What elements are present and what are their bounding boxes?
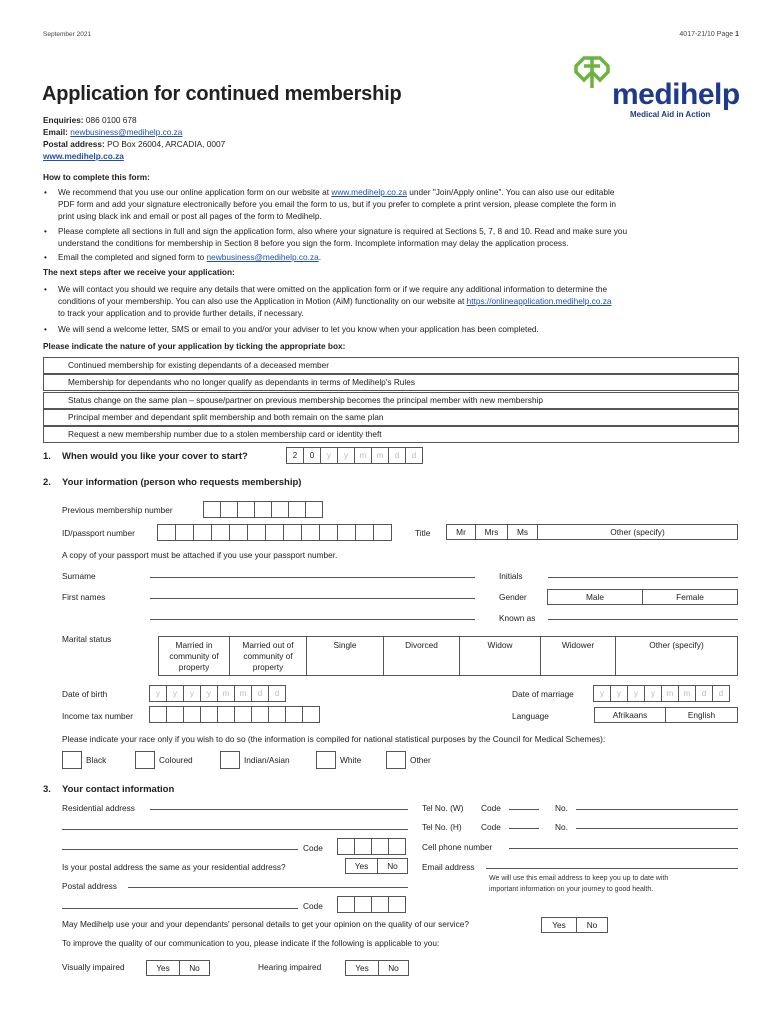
race-note: Please indicate your race only if you wish to do so (the information is compiled for national statistical purposes by the Council for Medical Schemes): <box>62 734 606 744</box>
race-checkbox[interactable] <box>62 751 82 769</box>
digit-cell[interactable]: d <box>388 447 406 464</box>
race-label: Indian/Asian <box>244 755 290 765</box>
cell-field[interactable] <box>509 848 738 849</box>
website-link[interactable]: www.medihelp.co.za <box>43 151 124 161</box>
language-label: Language <box>512 711 549 721</box>
dob-input[interactable] <box>150 685 286 702</box>
race-label: White <box>340 755 362 765</box>
hearing-label: Hearing impaired <box>258 962 322 972</box>
digit-cell[interactable] <box>251 706 269 723</box>
tel-h-code-label: Code <box>481 822 501 832</box>
digit-cell[interactable] <box>302 706 320 723</box>
gender-label: Gender <box>499 592 527 602</box>
gender-female-option[interactable]: Female <box>642 589 738 605</box>
digit-cell[interactable] <box>271 501 289 518</box>
digit-cell[interactable] <box>254 501 272 518</box>
nature-checkbox[interactable] <box>43 426 62 443</box>
contact-block: Enquiries: 086 0100 678 Email: newbusiness@medihelp.co.za Postal address: PO Box 26004, ARCADIA, 0007 www.medihelp.co.za <box>43 115 226 161</box>
section-3-number: 3. <box>43 784 51 795</box>
email-label: Email address <box>422 862 475 872</box>
section-1-label: When would you like your cover to start? <box>62 451 248 462</box>
digit-cell[interactable] <box>319 524 338 541</box>
race-label: Coloured <box>159 755 193 765</box>
nature-heading: Please indicate the nature of your application by ticking the appropriate box: <box>43 341 346 351</box>
language-afrikaans-option[interactable]: Afrikaans <box>594 707 666 723</box>
digit-cell[interactable]: y <box>183 685 201 702</box>
nature-checkbox[interactable] <box>43 374 62 391</box>
digit-cell[interactable] <box>305 501 323 518</box>
medihelp-logo-icon <box>570 54 614 92</box>
race-checkbox[interactable] <box>220 751 240 769</box>
race-checkbox[interactable] <box>386 751 406 769</box>
digit-cell[interactable] <box>220 501 238 518</box>
hearing-yes[interactable]: Yes <box>345 960 379 976</box>
visual-no[interactable]: No <box>179 960 210 976</box>
tel-w-code-label: Code <box>481 803 501 813</box>
residential-field-3[interactable] <box>62 849 298 850</box>
nature-checkbox[interactable] <box>43 392 62 409</box>
digit-cell[interactable]: d <box>712 685 730 702</box>
same-address-no[interactable]: No <box>377 858 408 874</box>
digit-cell[interactable]: m <box>661 685 679 702</box>
email-note: We will use this email address to keep you up to date with important information on your journey to good health. <box>489 875 669 893</box>
digit-cell[interactable] <box>265 524 284 541</box>
marital-label: Marital status <box>62 634 112 644</box>
digit-cell[interactable]: y <box>627 685 645 702</box>
tel-w-code-field[interactable] <box>509 809 539 810</box>
digit-cell[interactable]: m <box>234 685 252 702</box>
nature-option-label: Request a new membership number due to a stolen membership card or identity theft <box>68 429 382 440</box>
known-as-field[interactable] <box>548 619 738 620</box>
digit-cell[interactable] <box>373 524 392 541</box>
residential-field-2[interactable] <box>62 829 408 830</box>
postal-code-label: Code <box>303 901 323 911</box>
tax-number-input[interactable] <box>150 706 320 723</box>
tel-h-no-field[interactable] <box>576 828 738 829</box>
digit-cell[interactable]: y <box>320 447 338 464</box>
hearing-no[interactable]: No <box>378 960 409 976</box>
title-option[interactable]: Other (specify) <box>537 524 738 540</box>
howto-heading: How to complete this form: <box>43 172 150 182</box>
marital-option[interactable]: Single <box>306 636 384 676</box>
digit-cell[interactable] <box>229 524 248 541</box>
prev-membership-label: Previous membership number <box>62 505 173 515</box>
title-option[interactable]: Ms <box>507 524 538 540</box>
digit-cell[interactable]: 2 <box>286 447 304 464</box>
initials-label: Initials <box>499 571 523 581</box>
digit-cell[interactable]: m <box>354 447 372 464</box>
title-label: Title <box>415 528 431 538</box>
digit-cell[interactable] <box>371 896 389 913</box>
document-date: September 2021 <box>43 31 92 38</box>
email-link[interactable]: newbusiness@medihelp.co.za <box>70 127 183 137</box>
dob-label: Date of birth <box>62 689 108 699</box>
first-names-field-2[interactable] <box>150 619 475 620</box>
title-option[interactable]: Mr <box>446 524 476 540</box>
consent-question: May Medihelp use your and your dependants' personal details to get your opinion on the quality of our service? <box>62 919 470 929</box>
postal-code-input[interactable] <box>338 896 406 913</box>
digit-cell[interactable] <box>200 706 218 723</box>
cover-start-date-input[interactable] <box>287 447 423 464</box>
digit-cell[interactable] <box>149 706 167 723</box>
tel-h-label: Tel No. (H) <box>422 822 462 832</box>
digit-cell[interactable] <box>371 838 389 855</box>
section-3-label: Your contact information <box>62 784 175 795</box>
digit-cell[interactable]: d <box>268 685 286 702</box>
digit-cell[interactable] <box>175 524 194 541</box>
next-heading: The next steps after we receive your application: <box>43 267 235 277</box>
digit-cell[interactable] <box>157 524 176 541</box>
cell-label: Cell phone number <box>422 842 493 852</box>
digit-cell[interactable]: d <box>405 447 423 464</box>
id-number-input[interactable] <box>158 524 392 541</box>
tel-h-code-field[interactable] <box>509 828 539 829</box>
digit-cell[interactable] <box>354 838 372 855</box>
nature-checkbox[interactable] <box>43 409 62 426</box>
aim-link[interactable]: https://onlineapplication.medihelp.co.za <box>466 296 612 306</box>
website-link[interactable]: www.medihelp.co.za <box>331 187 407 197</box>
digit-cell[interactable]: y <box>200 685 218 702</box>
digit-cell[interactable] <box>388 896 406 913</box>
race-checkbox[interactable] <box>316 751 336 769</box>
marital-option[interactable]: Widower <box>540 636 616 676</box>
tel-h-no-label: No. <box>555 822 568 832</box>
marital-option[interactable]: Other (specify) <box>615 636 738 676</box>
howto-bullet-2: • Please complete all sections in full and sign the application form, also where your signature is required at Sections 5, 7, 8 and 10. Read and make sure you understand the conditions for membership in Section 8 before you sign the form. Incomplete information may delay the application process. <box>58 225 738 249</box>
race-label: Black <box>86 755 107 765</box>
digit-cell[interactable] <box>268 706 286 723</box>
race-label: Other <box>410 755 431 765</box>
nature-checkbox[interactable] <box>43 357 62 374</box>
digit-cell[interactable] <box>288 501 306 518</box>
marital-option[interactable]: Divorced <box>383 636 460 676</box>
digit-cell[interactable]: y <box>610 685 628 702</box>
residential-code-input[interactable] <box>338 838 406 855</box>
digit-cell[interactable] <box>237 501 255 518</box>
howto-bullet-3: • Email the completed and signed form to newbusiness@medihelp.co.za. <box>58 251 321 263</box>
residential-field-1[interactable] <box>150 809 408 810</box>
email-field[interactable] <box>486 868 738 869</box>
nature-option-label: Principal member and dependant split membership and both remain on the same plan <box>68 411 384 422</box>
digit-cell[interactable] <box>183 706 201 723</box>
brand-tagline: Medical Aid in Action <box>630 110 711 119</box>
digit-cell[interactable] <box>203 501 221 518</box>
digit-cell[interactable] <box>193 524 212 541</box>
residential-label: Residential address <box>62 803 135 813</box>
digit-cell[interactable] <box>337 896 355 913</box>
nature-option-label: Membership for dependants who no longer qualify as dependants in terms of Medihelp's Rules <box>68 377 416 388</box>
page-ref: 4017-21/10 Page 1 <box>679 31 739 38</box>
prev-membership-input[interactable] <box>204 501 323 518</box>
digit-cell[interactable] <box>283 524 302 541</box>
marital-option[interactable]: Married in community of property <box>158 636 230 676</box>
same-address-yes[interactable]: Yes <box>345 858 378 874</box>
first-names-field[interactable] <box>150 598 475 599</box>
tel-w-no-label: No. <box>555 803 568 813</box>
postal-field-2[interactable] <box>62 908 298 909</box>
digit-cell[interactable]: 0 <box>303 447 321 464</box>
digit-cell[interactable]: y <box>337 447 355 464</box>
digit-cell[interactable]: y <box>593 685 611 702</box>
gender-male-option[interactable]: Male <box>547 589 643 605</box>
digit-cell[interactable]: m <box>678 685 696 702</box>
language-english-option[interactable]: English <box>665 707 738 723</box>
section-1-number: 1. <box>43 451 51 462</box>
digit-cell[interactable] <box>217 706 235 723</box>
brand-name: medihelp <box>612 78 740 111</box>
visual-label: Visually impaired <box>62 962 125 972</box>
email-link[interactable]: newbusiness@medihelp.co.za <box>206 252 319 262</box>
digit-cell[interactable] <box>355 524 374 541</box>
consent-no[interactable]: No <box>576 917 608 933</box>
digit-cell[interactable] <box>388 838 406 855</box>
digit-cell[interactable]: m <box>217 685 235 702</box>
digit-cell[interactable]: d <box>695 685 713 702</box>
tel-w-label: Tel No. (W) <box>422 803 464 813</box>
same-address-question: Is your postal address the same as your residential address? <box>62 862 286 872</box>
postal-label: Postal address <box>62 881 117 891</box>
surname-label: Surname <box>62 571 96 581</box>
postal-field-1[interactable] <box>128 887 408 888</box>
page-title: Application for continued membership <box>42 83 402 105</box>
tax-label: Income tax number <box>62 711 134 721</box>
title-option[interactable]: Mrs <box>475 524 508 540</box>
digit-cell[interactable] <box>234 706 252 723</box>
nature-option-label: Continued membership for existing dependants of a deceased member <box>68 360 330 370</box>
nature-option-label: Status change on the same plan – spouse/partner on previous membership becomes the principal member with new membership <box>68 394 544 405</box>
improve-note: To improve the quality of our communication to you, please indicate if the following is applicable to you: <box>62 938 440 948</box>
digit-cell[interactable] <box>211 524 230 541</box>
section-2-label: Your information (person who requests membership) <box>62 477 302 488</box>
known-as-label: Known as <box>499 613 536 623</box>
visual-yes[interactable]: Yes <box>146 960 180 976</box>
howto-bullet-1: • We recommend that you use our online application form on our website at www.medihelp.co.za under "Join/Apply online". You can also use our editable PDF form and add your signature electronically before you email the form to us, but if you prefer to complete a print version, please complete the form in print using black ink and email or post all pages of the form to Medihelp. <box>58 186 738 222</box>
race-checkbox[interactable] <box>135 751 155 769</box>
tel-w-no-field[interactable] <box>576 809 738 810</box>
digit-cell[interactable] <box>301 524 320 541</box>
next-bullet-2: • We will send a welcome letter, SMS or email to you and/or your adviser to let you know when your application has been completed. <box>58 323 539 335</box>
consent-yes[interactable]: Yes <box>541 917 577 933</box>
initials-field[interactable] <box>548 577 738 578</box>
digit-cell[interactable]: y <box>166 685 184 702</box>
digit-cell[interactable]: m <box>371 447 389 464</box>
residential-code-label: Code <box>303 843 323 853</box>
first-names-label: First names <box>62 592 106 602</box>
id-label: ID/passport number <box>62 528 135 538</box>
passport-note: A copy of your passport must be attached if you use your passport number. <box>62 550 338 560</box>
digit-cell[interactable] <box>247 524 266 541</box>
digit-cell[interactable] <box>337 838 355 855</box>
marital-option[interactable]: Married out of community of property <box>229 636 307 676</box>
digit-cell[interactable] <box>354 896 372 913</box>
next-bullet-1: • We will contact you should we require any details that were omitted on the application form or if we require any additional information to determine the conditions of your membership. You can also use the Application in Motion (AiM) functionality on our website at https://onlineapplication.medihelp.co.za to track your application and to provide further details, if necessary. <box>58 283 748 319</box>
dom-input[interactable] <box>594 685 730 702</box>
dom-label: Date of marriage <box>512 689 574 699</box>
digit-cell[interactable] <box>166 706 184 723</box>
digit-cell[interactable]: y <box>644 685 662 702</box>
marital-option[interactable]: Widow <box>459 636 541 676</box>
digit-cell[interactable]: d <box>251 685 269 702</box>
digit-cell[interactable] <box>337 524 356 541</box>
digit-cell[interactable] <box>285 706 303 723</box>
digit-cell[interactable]: y <box>149 685 167 702</box>
section-2-number: 2. <box>43 477 51 488</box>
surname-field[interactable] <box>150 577 475 578</box>
